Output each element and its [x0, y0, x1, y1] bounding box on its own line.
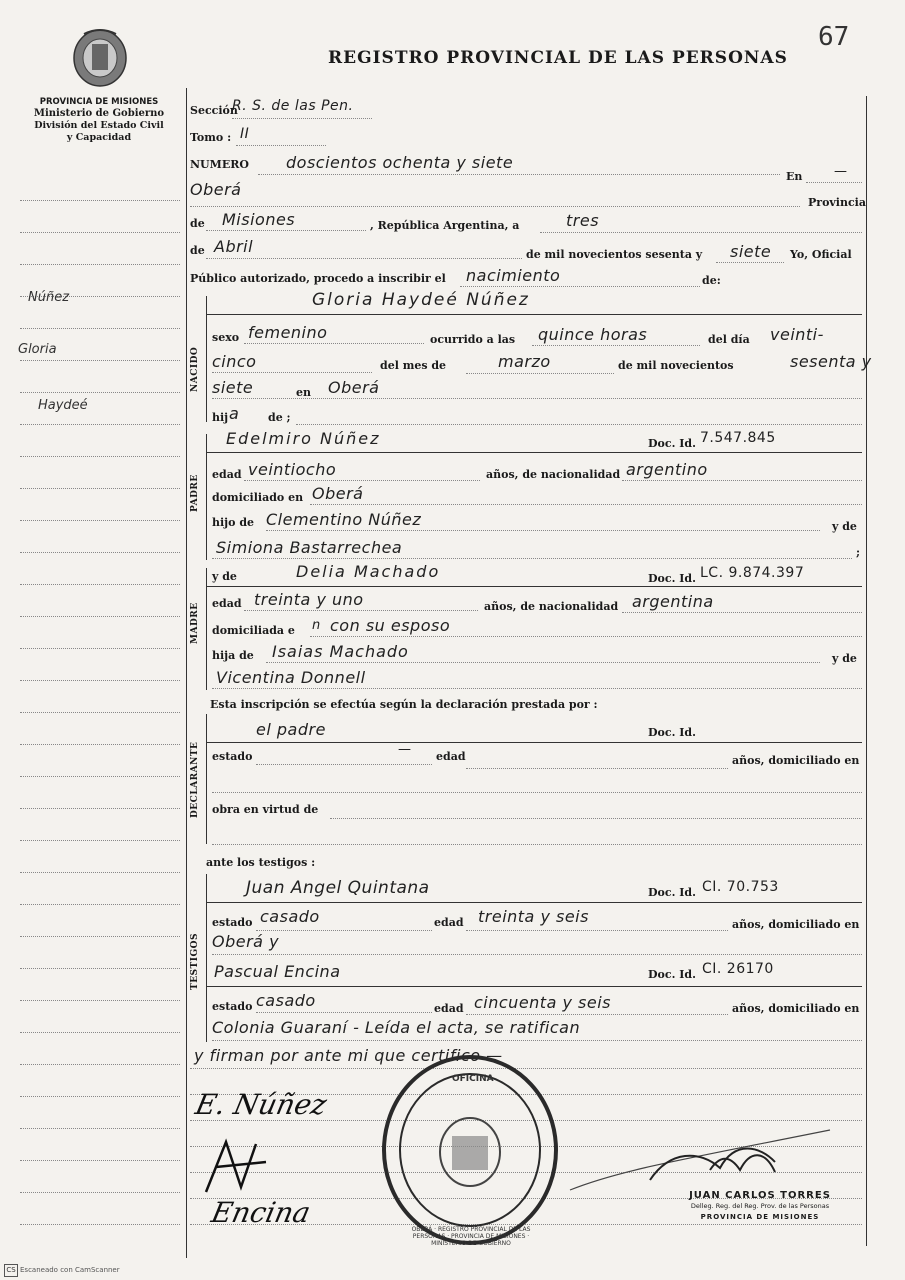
stamp-inner-text: OFICINA: [452, 1074, 494, 1084]
label-tomo: Tomo :: [190, 131, 232, 144]
document-title: REGISTRO PROVINCIAL DE LAS PERSONAS: [328, 48, 788, 68]
value-madre-edad: treinta y uno: [254, 590, 364, 609]
label-semicolon: ;: [856, 546, 861, 559]
office-division-2: y Capacidad: [66, 132, 132, 143]
label-de-semicolon: de ;: [268, 411, 291, 424]
label-de-mes: de: [190, 244, 205, 257]
stamp-outer-text: OBERÁ · REGISTRO PROVINCIAL DE LAS PERSONAS · PROVINCIA DE MISIONES · MINISTERIO DE GOBIERNO: [411, 1226, 531, 1247]
label-padre-anios: años, de nacionalidad: [486, 468, 621, 481]
section-label-padre: PADRE: [190, 474, 200, 512]
label-del-dia: del día: [708, 333, 750, 346]
label-testigo1-estado: estado: [212, 916, 253, 929]
margin-note-second-name: Haydeé: [38, 398, 88, 413]
value-anio-nac-2: siete: [212, 378, 254, 397]
value-nombre: Gloria Haydeé Núñez: [312, 290, 530, 310]
label-testigo1-edad: edad: [434, 916, 464, 929]
label-ocurrido: ocurrido a las: [430, 333, 516, 346]
office-division: División del Estado Civil: [34, 120, 164, 131]
label-testigo2-estado: estado: [212, 1000, 253, 1013]
value-padre-doc: 7.547.845: [700, 430, 776, 446]
value-mes: Abril: [214, 237, 254, 256]
label-mil-nov-sesenta: de mil novecientos sesenta y: [526, 248, 703, 261]
value-sexo: femenino: [248, 323, 328, 342]
label-padre-hijo-de: hijo de: [212, 516, 255, 529]
value-dia-nac-1: veinti-: [770, 325, 824, 344]
label-de-colon: de:: [702, 274, 721, 287]
value-testigo2-edad: cincuenta y seis: [474, 993, 611, 1012]
value-anio-nac-1: sesenta y: [790, 352, 872, 371]
label-declaracion: Esta inscripción se efectúa según la declaración prestada por :: [210, 698, 598, 711]
page-number: 67: [818, 22, 850, 52]
value-madre-nac: argentina: [632, 592, 714, 611]
section-label-madre: MADRE: [190, 602, 200, 644]
label-testigo2-edad: edad: [434, 1002, 464, 1015]
value-madre-doc: LC. 9.874.397: [700, 565, 805, 581]
value-tomo: II: [240, 126, 250, 142]
value-testigo2-doc: CI. 26170: [702, 961, 774, 977]
label-padre-dom: domiciliado en: [212, 491, 304, 504]
form-left-border: [186, 88, 187, 1258]
official-title: Delleg. Reg. del Reg. Prov. de las Personas: [690, 1202, 830, 1210]
value-acto: nacimiento: [466, 266, 561, 285]
value-lugar-nac: Oberá: [328, 378, 380, 397]
label-testigos: ante los testigos :: [206, 856, 316, 869]
label-declarante-doc: Doc. Id.: [648, 726, 696, 739]
value-dia: tres: [566, 211, 600, 230]
value-testigo2: Pascual Encina: [214, 962, 341, 981]
value-mes-nac: marzo: [498, 352, 551, 371]
label-padre-edad: edad: [212, 468, 242, 481]
value-en-place: Oberá: [190, 180, 242, 199]
value-provincia: Misiones: [222, 210, 296, 229]
value-testigo1-edad: treinta y seis: [478, 907, 589, 926]
label-madre-y-de: y de: [212, 570, 237, 583]
office-ministry: Ministerio de Gobierno: [33, 108, 165, 119]
label-seccion: Sección: [190, 104, 238, 117]
official-name: JUAN CARLOS TORRES: [689, 1190, 831, 1201]
label-del-mes: del mes de: [380, 359, 447, 372]
signature-witness1-mark: [196, 1132, 286, 1206]
label-republica: , República Argentina, a: [370, 219, 520, 232]
label-testigo1-doc: Doc. Id.: [648, 886, 696, 899]
value-abuelo-pat: Clementino Núñez: [266, 510, 422, 529]
label-madre-y-de2: y de: [832, 652, 857, 665]
value-padre-nombre: Edelmiro Núñez: [226, 429, 381, 448]
official-block: [670, 1190, 850, 1223]
value-dia-nac-2: cinco: [212, 352, 257, 371]
value-declarante-estado: —: [398, 742, 412, 757]
value-testigo1-doc: CI. 70.753: [702, 879, 779, 895]
coat-of-arms-icon: [70, 28, 130, 94]
value-seccion: R. S. de las Pen.: [232, 98, 354, 114]
value-madre-nombre: Delia Machado: [296, 562, 441, 581]
signature-witness2: [208, 1196, 314, 1229]
label-madre-anios: años, de nacionalidad: [484, 600, 619, 613]
label-declarante-estado: estado: [212, 750, 253, 763]
office-province: PROVINCIA DE MISIONES: [39, 97, 159, 107]
label-padre-doc: Doc. Id.: [648, 437, 696, 450]
camscanner-logo-icon: CS: [4, 1264, 18, 1277]
value-anio: siete: [730, 242, 772, 261]
label-provincia: Provincia: [808, 196, 866, 209]
label-de-provincia: de: [190, 217, 205, 230]
value-hijo-suffix: a: [229, 404, 240, 423]
label-sexo: sexo: [212, 331, 240, 344]
form-right-border: [866, 96, 867, 1246]
signature-father-text: E. Núñez: [192, 1088, 330, 1121]
section-declarante-border: [206, 714, 207, 844]
value-declarante: el padre: [256, 720, 326, 739]
section-label-testigos: TESTIGOS: [190, 933, 200, 990]
value-abuelo-mat: Isaias Machado: [272, 642, 409, 661]
label-madre-dom: domiciliada e: [212, 624, 295, 637]
label-obra: obra en virtud de: [212, 803, 319, 816]
label-numero: NUMERO: [190, 158, 249, 171]
scanner-footer: Escaneado con CamScanner: [20, 1266, 120, 1274]
label-en: En: [786, 170, 803, 183]
value-abuela-mat: Vicentina Donnell: [216, 668, 366, 687]
label-en-lugar: en: [296, 386, 311, 399]
label-hijo: hij: [212, 411, 229, 424]
label-declarante-anios-dom: años, domiciliado en: [732, 754, 860, 767]
signature-witness2-text: Encina: [208, 1196, 314, 1229]
value-padre-dom: Oberá: [312, 484, 364, 503]
value-testigo1-estado: casado: [260, 907, 320, 926]
label-testigo1-anios-dom: años, domiciliado en: [732, 918, 860, 931]
official-province: PROVINCIA DE MISIONES: [700, 1213, 820, 1221]
value-testigo1: Juan Angel Quintana: [246, 878, 430, 898]
value-numero: doscientos ochenta y siete: [286, 153, 514, 172]
value-madre-dom: con su esposo: [330, 616, 451, 635]
signature-father: [192, 1088, 346, 1132]
margin-note-surname: Núñez: [28, 290, 70, 305]
value-cierre: y firman por ante mi que certifico —: [194, 1046, 503, 1065]
label-mil-nov: de mil novecientos: [618, 359, 734, 372]
label-yo-oficial: Yo, Oficial: [790, 248, 852, 261]
value-hora: quince horas: [538, 325, 648, 344]
section-label-nacido: NACIDO: [190, 346, 200, 392]
label-padre-y-de: y de: [832, 520, 857, 533]
label-madre-doc: Doc. Id.: [648, 572, 696, 585]
issuing-office: [14, 96, 184, 144]
label-declarante-edad: edad: [436, 750, 466, 763]
section-testigos-border: [206, 874, 207, 1042]
label-publico: Público autorizado, procedo a inscribir el: [190, 272, 446, 285]
value-padre-edad: veintiocho: [248, 460, 337, 479]
label-testigo2-anios-dom: años, domiciliado en: [732, 1002, 860, 1015]
label-testigo2-doc: Doc. Id.: [648, 968, 696, 981]
value-abuela-pat: Simiona Bastarrechea: [216, 538, 403, 557]
value-en-dash: —: [834, 164, 848, 179]
value-testigo2-dom: Colonia Guaraní - Leída el acta, se ratifican: [212, 1018, 581, 1037]
value-testigo2-estado: casado: [256, 991, 316, 1010]
value-madre-dom-suffix: n: [312, 618, 321, 633]
value-padre-nac: argentino: [626, 460, 708, 479]
value-testigo1-dom: Oberá y: [212, 932, 280, 951]
margin-note-first-name: Gloria: [18, 342, 57, 357]
section-label-declarante: DECLARANTE: [190, 741, 200, 818]
label-madre-hija-de: hija de: [212, 649, 254, 662]
label-madre-edad: edad: [212, 597, 242, 610]
